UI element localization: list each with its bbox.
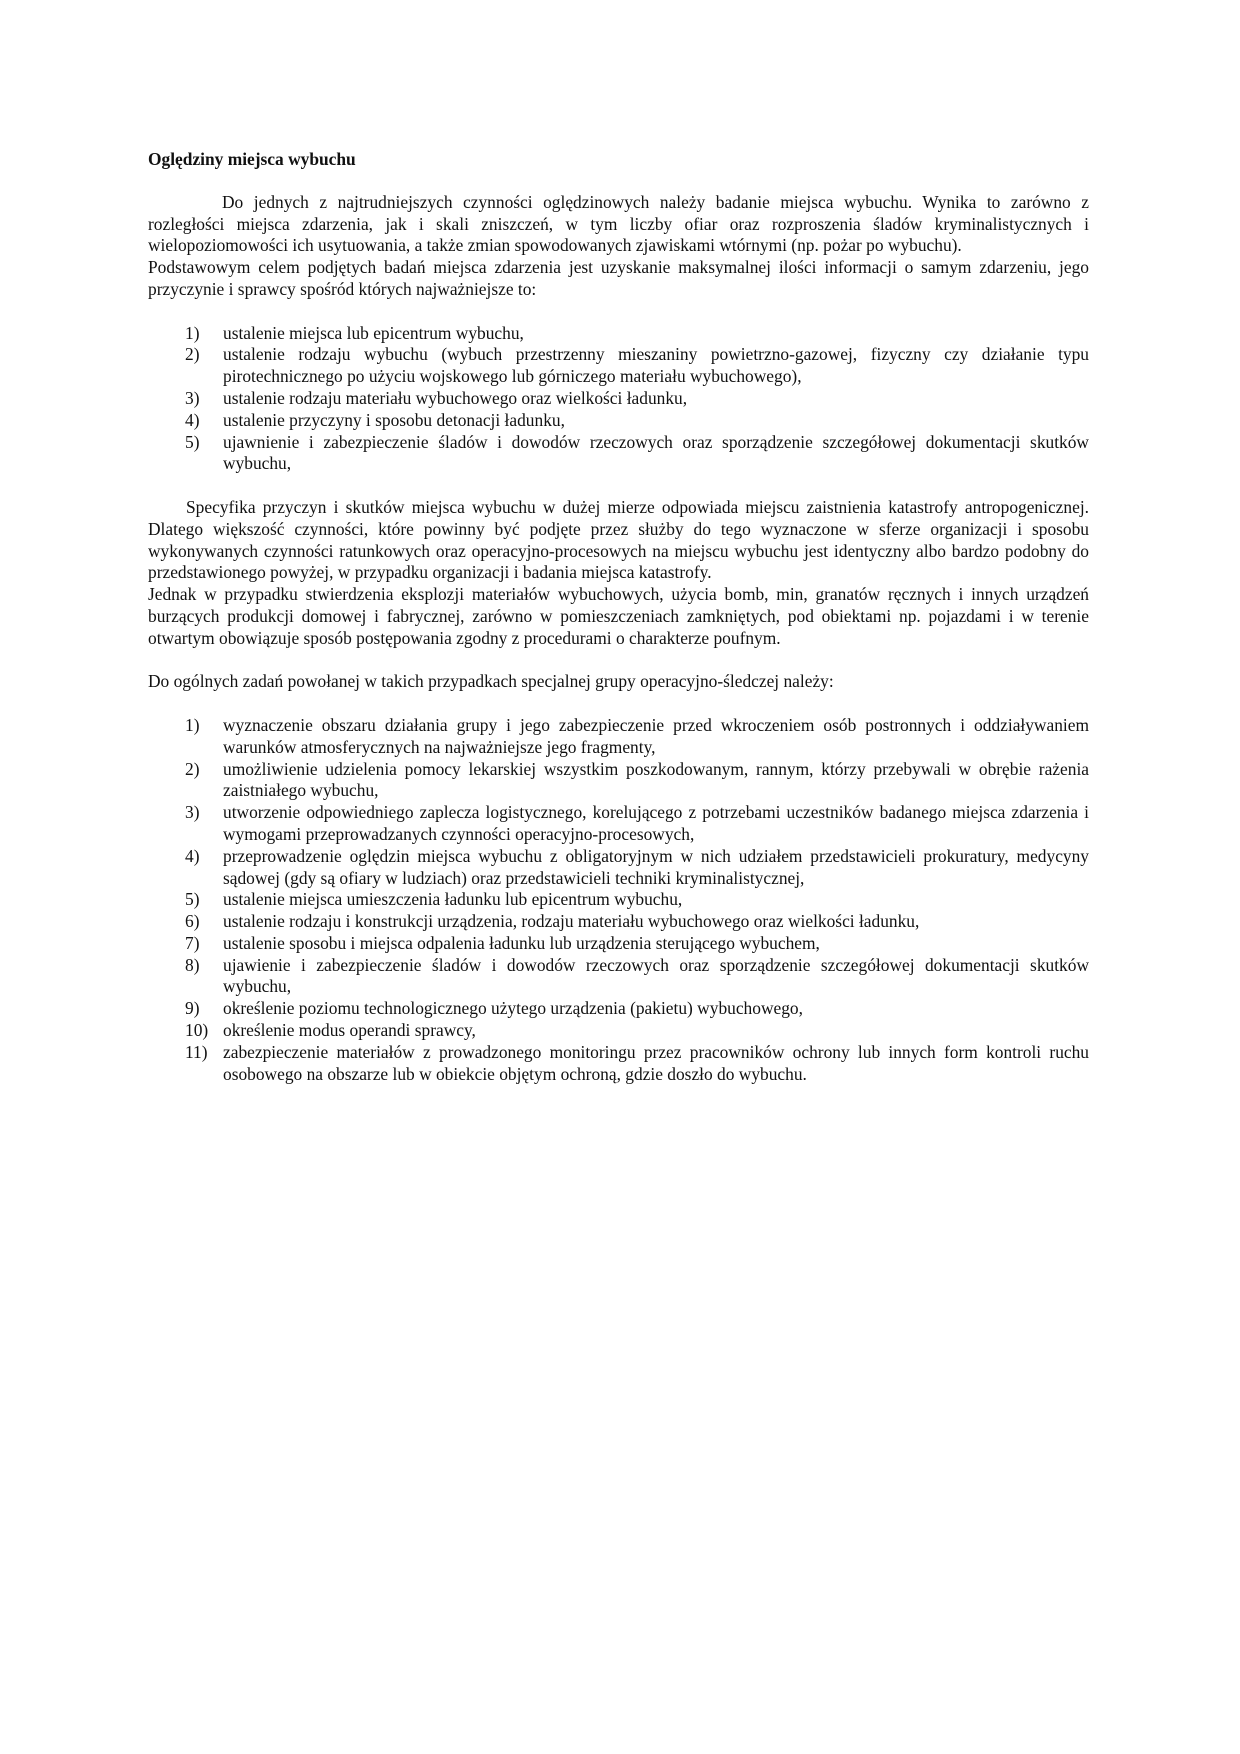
list-item-number: 6) bbox=[185, 911, 200, 932]
list-item-number: 10) bbox=[185, 1020, 209, 1041]
document-title: Oględziny miejsca wybuchu bbox=[148, 149, 356, 169]
list-item-number: 7) bbox=[185, 932, 200, 953]
list-item-text: wyznaczenie obszaru działania grupy i jego zabezpieczenie przed wkroczeniem osób postronnych i oddziaływaniem warunków atmosferycznych na najważniejsze jego fragmenty, bbox=[223, 714, 1089, 757]
list-item-number: 4) bbox=[185, 845, 200, 866]
list-item bbox=[148, 759, 1089, 803]
list-item-text: ustalenie rodzaju materiału wybuchowego oraz wielkości ładunku, bbox=[223, 387, 688, 408]
goals-list bbox=[148, 323, 1089, 476]
list-item-text: ustalenie rodzaju i konstrukcji urządzenia, rodzaju materiału wybuchowego oraz wielkości ładunku, bbox=[223, 911, 920, 932]
list-item-number: 3) bbox=[185, 387, 200, 408]
list-item bbox=[148, 802, 1089, 846]
section2-paragraph-2: Jednak w przypadku stwierdzenia eksplozji materiałów wybuchowych, użycia bomb, min, granatów ręcznych i innych urządzeń burzących produkcji domowej i fabrycznej, zarówno w pomieszczeniach zamkniętych, pod obiektami np. pojazdami i w terenie otwartym obowiązuje sposób postępowania zgodny z procedurami o charakterze poufnym. bbox=[148, 584, 1089, 648]
list-item-number: 11) bbox=[185, 1041, 208, 1062]
list-item bbox=[148, 344, 1089, 388]
list-item-number: 1) bbox=[185, 322, 200, 343]
section3-paragraph-1: Do ogólnych zadań powołanej w takich przypadkach specjalnej grupy operacyjno-śledczej należy: bbox=[148, 671, 834, 692]
list-item-text: ustalenie przyczyny i sposobu detonacji ładunku, bbox=[223, 409, 565, 430]
list-item-number: 8) bbox=[185, 954, 200, 975]
list-item-number: 3) bbox=[185, 802, 200, 823]
list-item-text: ustalenie miejsca lub epicentrum wybuchu, bbox=[223, 322, 524, 343]
list-item bbox=[148, 846, 1089, 890]
list-item-text: ustalenie sposobu i miejsca odpalenia ładunku lub urządzenia sterującego wybuchem, bbox=[223, 932, 820, 953]
list-item-text: utworzenie odpowiedniego zaplecza logistycznego, korelującego z potrzebami uczestników badanego miejsca zdarzenia i wymogami przeprowadzanych czynności operacyjno-procesowych, bbox=[223, 802, 1089, 844]
list-item-text: ujawienie i zabezpieczenie śladów i dowodów rzeczowych oraz sporządzenie szczegółowej dokumentacji skutków wybuchu, bbox=[223, 954, 1089, 997]
list-item-text: ujawnienie i zabezpieczenie śladów i dowodów rzeczowych oraz sporządzenie szczegółowej dokumentacji skutków wybuchu, bbox=[223, 431, 1089, 474]
list-item-text: określenie modus operandi sprawcy, bbox=[223, 1020, 476, 1041]
list-item bbox=[148, 1042, 1089, 1086]
list-item bbox=[148, 715, 1089, 759]
list-item-number: 2) bbox=[185, 344, 200, 365]
spacer bbox=[148, 475, 1089, 497]
list-item-text: umożliwienie udzielenia pomocy lekarskiej wszystkim poszkodowanym, rannym, którzy przebywali w obrębie rażenia zaistniałego wybuchu, bbox=[223, 758, 1089, 801]
list-item-text: przeprowadzenie oględzin miejsca wybuchu z obligatoryjnym w nich udziałem przedstawicieli prokuratury, medycyny sądowej (gdy są ofiary w ludziach) oraz przedstawicieli techniki kryminalistycznej, bbox=[223, 845, 1089, 888]
list-item bbox=[148, 911, 1089, 933]
list-item bbox=[148, 933, 1089, 955]
list-item-text: zabezpieczenie materiałów z prowadzonego monitoringu przez pracowników ochrony lub innych form kontroli ruchu osobowego na obszarze lub w obiekcie objętym ochroną, gdzie doszło do wybuchu. bbox=[223, 1041, 1089, 1084]
list-item-number: 4) bbox=[185, 409, 200, 430]
list-item bbox=[148, 1020, 1089, 1042]
list-item bbox=[148, 998, 1089, 1020]
section2-paragraph-1: Specyfika przyczyn i skutków miejsca wybuchu w dużej mierze odpowiada miejscu zaistnienia katastrofy antropogenicznej. Dlatego większość czynności, które powinny być podjęte przez służby do tego wyznaczone w sferze organizacji i sposobu wykonywanych czynności ratunkowych oraz operacyjno-procesowych na miejscu wybuchu jest identyczny albo bardzo podobny do przedstawionego powyżej, w przypadku organizacji i badania miejsca katastrofy. bbox=[148, 496, 1089, 583]
list-item-number: 5) bbox=[185, 889, 200, 910]
tasks-list bbox=[148, 715, 1089, 1086]
list-item-text: ustalenie rodzaju wybuchu (wybuch przestrzenny mieszaniny powietrzno-gazowej, fizyczny czy działanie typu pirotechnicznego po użyciu wojskowego lub górniczego materiału wybuchowego), bbox=[223, 344, 1089, 387]
list-item bbox=[148, 955, 1089, 999]
spacer bbox=[148, 650, 1089, 672]
list-item bbox=[148, 410, 1089, 432]
document-body bbox=[148, 149, 1089, 1085]
list-item-number: 5) bbox=[185, 431, 200, 452]
list-item bbox=[148, 388, 1089, 410]
list-item-text: ustalenie miejsca umieszczenia ładunku lub epicentrum wybuchu, bbox=[223, 889, 683, 910]
list-item bbox=[148, 889, 1089, 911]
list-item-number: 1) bbox=[185, 714, 200, 735]
list-item-text: określenie poziomu technologicznego użytego urządzenia (pakietu) wybuchowego, bbox=[223, 998, 803, 1019]
spacer bbox=[148, 301, 1089, 323]
spacer bbox=[148, 693, 1089, 715]
list-item bbox=[148, 323, 1089, 345]
list-item-number: 9) bbox=[185, 998, 200, 1019]
list-item-number: 2) bbox=[185, 758, 200, 779]
intro-paragraph-2: Podstawowym celem podjętych badań miejsca zdarzenia jest uzyskanie maksymalnej ilości informacji o samym zdarzeniu, jego przyczynie i sprawcy spośród których najważniejsze to: bbox=[148, 257, 1089, 299]
intro-paragraph-1: Do jednych z najtrudniejszych czynności oględzinowych należy badanie miejsca wybuchu. Wynika to zarówno z rozległości miejsca zdarzenia, jak i skali zniszczeń, w tym liczby ofiar oraz rozproszenia śladów kryminalistycznych i wielopoziomowości ich usytuowania, a także zmian spowodowanych zjawiskami wtórnymi (np. pożar po wybuchu). bbox=[148, 191, 1089, 256]
list-item bbox=[148, 432, 1089, 476]
